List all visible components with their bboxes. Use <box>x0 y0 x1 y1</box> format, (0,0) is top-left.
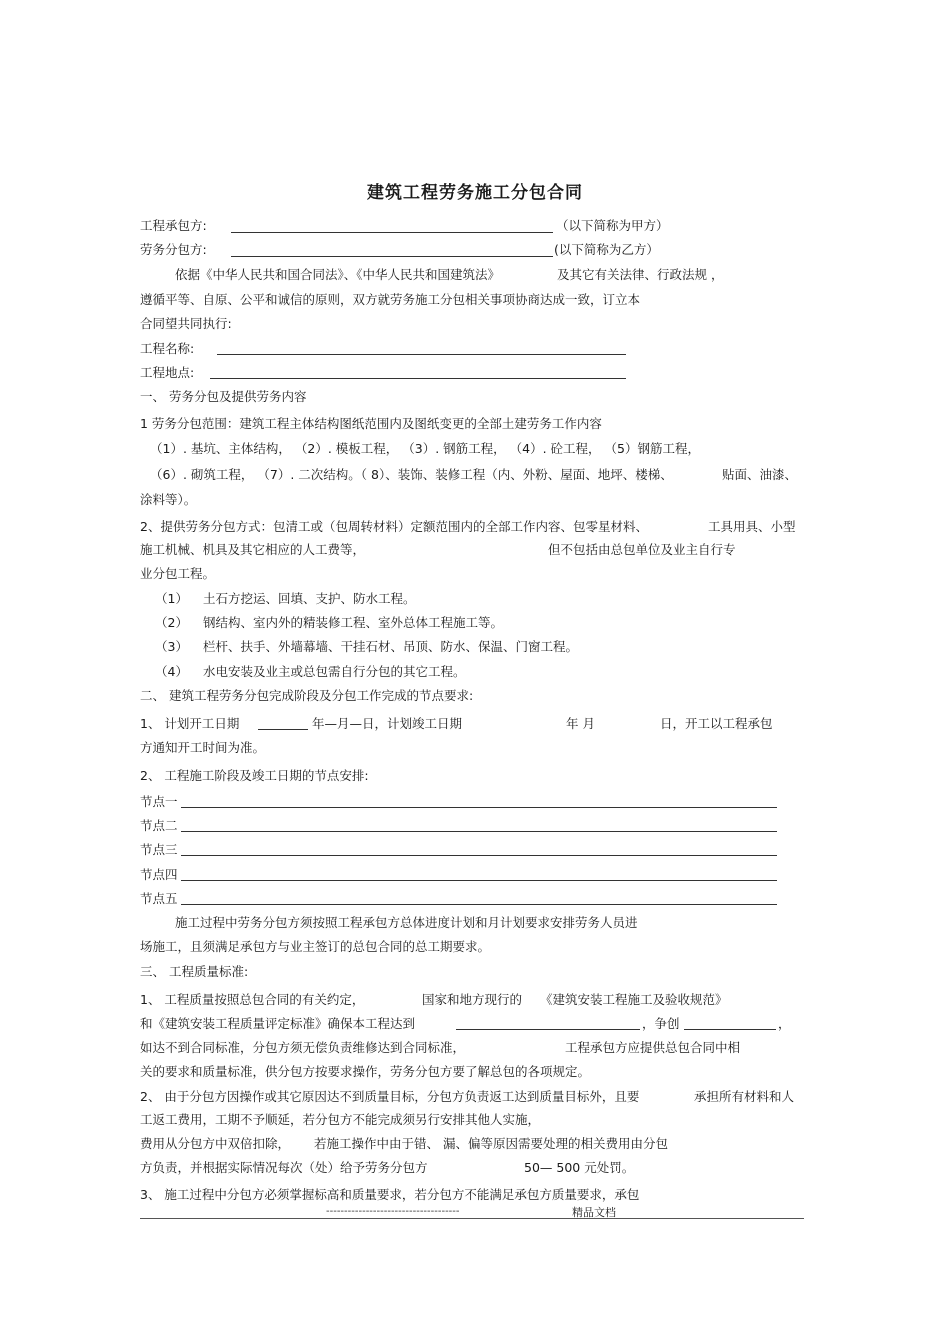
quality-target-blank <box>456 1029 640 1030</box>
section3-item2-line3b: 若施工操作中由于错、 漏、偏等原因需要处理的相关费用由分包 <box>314 1136 668 1151</box>
section3-item1-line4: 关的要求和质量标准，供分包方按要求操作，劳务分包方要了解总包的各项规定。 <box>140 1064 591 1079</box>
section1-item1: 1 劳务分包范围：建筑工程主体结构图纸范围内及图纸变更的全部土建劳务工作内容 <box>140 416 602 431</box>
preamble-line1b: 及其它有关法律、行政法规 ， <box>557 267 724 282</box>
section3-item2b: 承担所有材料和人 <box>694 1089 795 1104</box>
section3-item1-line2b: ，争创 <box>642 1016 680 1031</box>
subcontractor-blank <box>231 256 553 257</box>
footer-rule <box>140 1218 804 1219</box>
section1-item2-line3: 业分包工程。 <box>140 566 216 581</box>
section3-item1a: 1、 工程质量按照总包合同的有关约定， <box>140 992 365 1007</box>
section2-item1d: 日，开工以工程承包 <box>660 716 773 731</box>
section3-item2a: 2、 由于分包方因操作或其它原因达不到质量目标，分包方负责返工达到质量目标外，且要 <box>140 1089 640 1104</box>
node-label-3: 节点三 <box>140 842 178 857</box>
project-location-blank <box>210 378 626 379</box>
exclusion-no-1: （1） <box>155 591 188 606</box>
section3-item2-line2: 工返工费用，工期不予顺延，若分包方不能完成须另行安排其他人实施， <box>140 1112 541 1127</box>
section3-heading: 三、 工程质量标准: <box>140 964 249 979</box>
section3-item1-line3a: 如达不到合同标准，分包方须无偿负责维修达到合同标准， <box>140 1040 466 1055</box>
node-label-1: 节点一 <box>140 794 178 809</box>
section1-item1-sub1: （1）. 基坑、主体结构， （2）. 模板工程， （3）. 钢筋工程， （4）. 砼工程， （5）钢筋工程， <box>150 441 700 456</box>
exclusion-no-2: （2） <box>155 615 188 630</box>
exclusion-text-2: 钢结构、室内外的精装修工程、室外总体工程施工等。 <box>203 615 504 630</box>
section3-item1-line2c: ， <box>778 1016 791 1031</box>
node-blank-1 <box>181 807 777 808</box>
section3-item2-line4b: 50— 500 元处罚。 <box>524 1160 635 1175</box>
node-label-4: 节点四 <box>140 867 178 882</box>
contractor-label: 工程承包方: <box>140 218 207 233</box>
exclusion-no-3: （3） <box>155 639 188 654</box>
section3-item2-line4a: 方负责，并根据实际情况每次（处）给予劳务分包方 <box>140 1160 428 1175</box>
section3-item3: 3、 施工过程中分包方必须掌握标高和质量要求，若分包方不能满足承包方质量要求，承包 <box>140 1187 640 1202</box>
node-blank-5 <box>181 904 777 905</box>
node-blank-2 <box>181 831 777 832</box>
subcontractor-label: 劳务分包方: <box>140 242 207 257</box>
section1-item1-sub2b: 贴面、油漆、 <box>722 467 798 482</box>
section2-item1a: 1、 计划开工日期 <box>140 716 240 731</box>
section3-item1-line3b: 工程承包方应提供总包合同中相 <box>565 1040 741 1055</box>
document-title: 建筑工程劳务施工分包合同 <box>367 183 583 203</box>
section1-item2a: 2、提供劳务分包方式：包清工或（包周转材料）定额范围内的全部工作内容、包零星材料、 <box>140 519 648 534</box>
project-name-blank <box>217 354 626 355</box>
preamble-line2: 遵循平等、自原、公平和诚信的原则，双方就劳务施工分包相关事项协商达成一致，订立本 <box>140 292 641 307</box>
node-blank-4 <box>181 880 777 881</box>
project-location-label: 工程地点: <box>140 365 195 380</box>
section2-heading: 二、 建筑工程劳务分包完成阶段及分包工作完成的节点要求: <box>140 688 474 703</box>
contractor-blank <box>231 232 553 233</box>
section2-note-line1: 施工过程中劳务分包方须按照工程承包方总体进度计划和月计划要求安排劳务人员进 <box>175 915 638 930</box>
section2-item1c: 年 月 <box>566 716 595 731</box>
node-blank-3 <box>181 855 777 856</box>
section1-item1-sub3: 涂料等）。 <box>140 492 197 507</box>
quality-strive-blank <box>684 1029 776 1030</box>
section1-item2b: 工具用具、小型 <box>708 519 796 534</box>
section3-item1-line2a: 和《建筑安装工程质量评定标准》确保本工程达到 <box>140 1016 416 1031</box>
section1-item2-line2b: 但不包括由总包单位及业主自行专 <box>548 542 736 557</box>
footer-dashes: ------------------------------------- <box>326 1206 460 1217</box>
exclusion-text-4: 水电安装及业主或总包需自行分包的其它工程。 <box>203 664 466 679</box>
project-name-label: 工程名称: <box>140 341 195 356</box>
section2-item2: 2、 工程施工阶段及竣工日期的节点安排: <box>140 768 369 783</box>
exclusion-text-1: 土石方挖运、回填、支护、防水工程。 <box>203 591 416 606</box>
preamble-line1a: 依据《中华人民共和国合同法》、《中华人民共和国建筑法》 <box>175 267 501 282</box>
subcontractor-suffix: (以下简称为乙方） <box>554 242 659 257</box>
contractor-suffix: （以下简称为甲方） <box>556 218 669 233</box>
section2-item1b: 年—月—日，计划竣工日期 <box>312 716 463 731</box>
section1-heading: 一、 劳务分包及提供劳务内容 <box>140 389 307 404</box>
node-label-5: 节点五 <box>140 891 178 906</box>
section1-item1-sub2a: （6）. 砌筑工程， （7）. 二次结构。（ 8）、装饰、装修工程（内、外粉、屋面、地坪、楼梯、 <box>150 467 673 482</box>
preamble-line3: 合同望共同执行: <box>140 316 232 331</box>
section3-item1b: 国家和地方现行的 <box>422 992 523 1007</box>
section2-item1-line2: 方通知开工时间为准。 <box>140 740 266 755</box>
section1-item2-line2a: 施工机械、机具及其它相应的人工费等， <box>140 542 366 557</box>
section2-note-line2: 场施工，且须满足承包方与业主签订的总包合同的总工期要求。 <box>140 939 491 954</box>
node-label-2: 节点二 <box>140 818 178 833</box>
exclusion-text-3: 栏杆、扶手、外墙幕墙、干挂石材、吊顶、防水、保温、门窗工程。 <box>203 639 579 654</box>
section3-item2-line3a: 费用从分包方中双倍扣除， <box>140 1136 291 1151</box>
section3-item1c: 《建筑安装工程施工及验收规范》 <box>540 992 728 1007</box>
start-date-blank <box>258 729 308 730</box>
exclusion-no-4: （4） <box>155 664 188 679</box>
footer-label: 精品文档 <box>572 1206 616 1219</box>
